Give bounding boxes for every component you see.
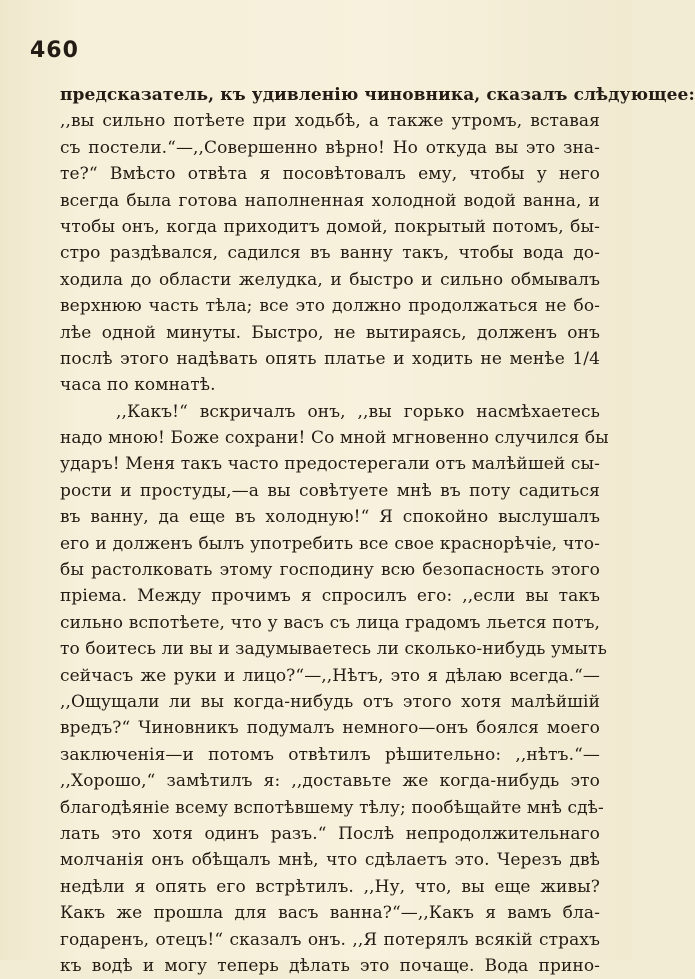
text-line: недѣли я опять его встрѣтилъ. ,,Ну, что, вы еще живы? bbox=[60, 876, 600, 897]
text-line: надо мною! Боже сохрани! Со мной мгновенно случился бы bbox=[60, 428, 609, 449]
text-line: бы растолковать этому господину всю безопасность этого bbox=[60, 560, 600, 581]
text-line: верхнюю часть тѣла; все это должно продолжаться не бо- bbox=[60, 296, 600, 317]
text-line: молчанія онъ обѣщалъ мнѣ, что сдѣлаетъ это. Черезъ двѣ bbox=[60, 850, 600, 871]
text-line: Какъ же прошла для васъ ванна?“—,,Какъ я вамъ бла- bbox=[60, 903, 600, 924]
body-text bbox=[60, 82, 695, 979]
text-line: вредъ?“ Чиновникъ подумалъ немного—онъ боялся моего bbox=[60, 718, 600, 739]
text-line: послѣ этого надѣвать опять платье и ходить не менѣе 1/4 bbox=[60, 348, 600, 369]
text-line: благодѣяніе всему вспотѣвшему тѣлу; пообѣщайте мнѣ сдѣ- bbox=[60, 797, 604, 818]
text-line: чтобы онъ, когда приходитъ домой, покрытый потомъ, бы- bbox=[60, 216, 600, 237]
text-line: ,,вы сильно потѣете при ходьбѣ, а также утромъ, вставая bbox=[60, 111, 600, 132]
text-line: те?“ Вмѣсто отвѣта я посовѣтовалъ ему, чтобы у него bbox=[60, 164, 600, 185]
text-line: къ водѣ и могу теперь дѣлать это почаще. Вода прино- bbox=[60, 955, 600, 976]
text-line: пріема. Между прочимъ я спросилъ его: ,,если вы такъ bbox=[60, 586, 600, 607]
text-line: лѣе одной минуты. Быстро, не вытираясь, долженъ онъ bbox=[60, 322, 600, 343]
text-line: ударъ! Меня такъ часто предостерегали отъ малѣйшей сы- bbox=[60, 454, 600, 475]
text-line: его и долженъ былъ употребить все свое краснорѣчіе, что- bbox=[60, 533, 600, 554]
text-line: ,,Хорошо,“ замѣтилъ я: ,,доставьте же когда-нибудь это bbox=[60, 771, 600, 792]
text-line: съ постели.“—,,Совершенно вѣрно! Но откуда вы это зна- bbox=[60, 137, 600, 158]
text-line: сильно вспотѣете, что у васъ съ лица градомъ льется потъ, bbox=[60, 612, 600, 633]
text-line: ходила до области желудка, и быстро и сильно обмывалъ bbox=[60, 269, 600, 290]
text-line: стро раздѣвался, садился въ ванну такъ, чтобы вода до- bbox=[60, 243, 600, 264]
text-line: сейчасъ же руки и лицо?“—,,Нѣтъ, это я дѣлаю всегда.“— bbox=[60, 665, 600, 686]
text-line: ,,Ощущали ли вы когда-нибудь отъ этого хотя малѣйшій bbox=[60, 691, 600, 712]
text-line: ,,Какъ!“ вскричалъ онъ, ,,вы горько насмѣхаетесь bbox=[116, 401, 600, 422]
text-line: всегда была готова наполненная холодной водой ванна, и bbox=[60, 190, 600, 211]
text-line: заключенія—и потомъ отвѣтилъ рѣшительно: ,,нѣтъ.“— bbox=[60, 744, 600, 765]
text-line: предсказатель, къ удивленію чиновника, сказалъ слѣдующее: bbox=[60, 85, 695, 105]
text-line: рости и простуды,—а вы совѣтуете мнѣ въ поту садиться bbox=[60, 480, 600, 501]
text-line: то боитесь ли вы и задумываетесь ли сколько-нибудь умыть bbox=[60, 639, 607, 660]
page-number: 460 bbox=[30, 38, 79, 63]
text-line: въ ванну, да еще въ холодную!“ Я спокойно выслушалъ bbox=[60, 507, 600, 528]
text-line: лать это хотя одинъ разъ.“ Послѣ непродолжительнаго bbox=[60, 823, 600, 844]
text-line: часа по комнатѣ. bbox=[60, 375, 216, 396]
text-line: годаренъ, отецъ!“ сказалъ онъ. ,,Я потерялъ всякій страхъ bbox=[60, 929, 600, 950]
